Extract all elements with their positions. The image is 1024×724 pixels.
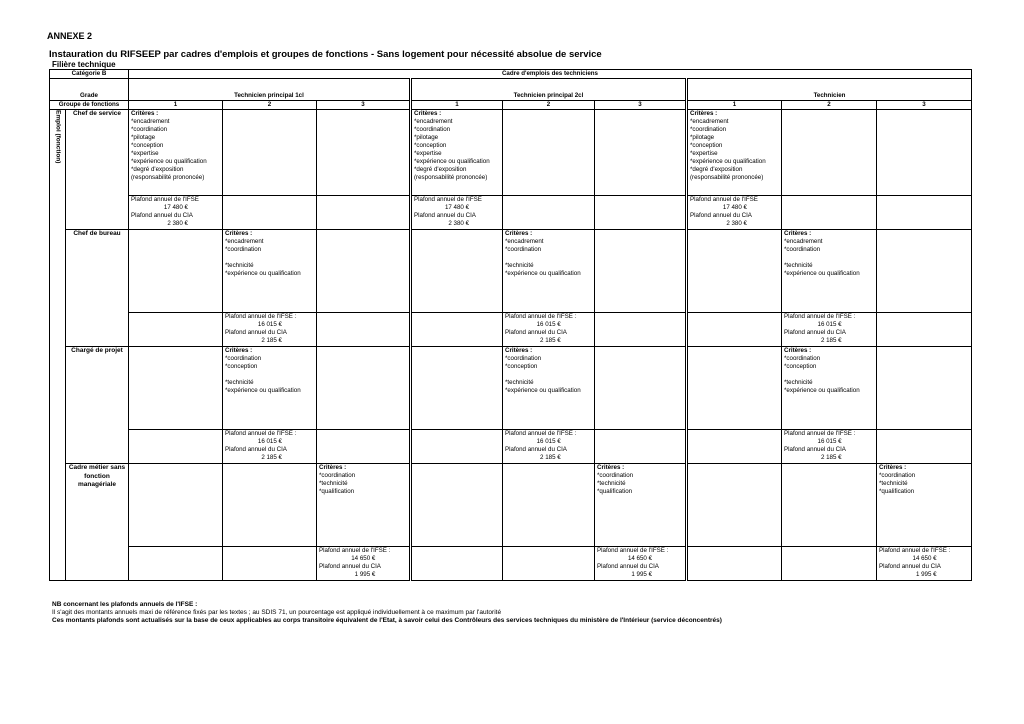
job-title: Chef de service	[66, 110, 129, 230]
plafond-cell	[595, 313, 687, 347]
criteria-cell	[503, 110, 595, 196]
filiere-label: Filière technique	[52, 60, 116, 69]
criteria-cell	[317, 110, 411, 196]
criteria-item: *conception	[131, 142, 164, 149]
plafond-cell	[687, 313, 782, 347]
criteria-item: *degré d'exposition (responsabilité prononcée)	[690, 166, 764, 181]
criteria-item: *technicité	[319, 480, 348, 487]
criteria-item: *encadrement	[505, 238, 544, 245]
groupe-number: 3	[595, 101, 687, 110]
criteria-item: *expertise	[690, 150, 718, 157]
plafond-cell	[317, 430, 411, 464]
cia-label: Plafond annuel du CIA	[131, 212, 193, 219]
criteria-cell	[687, 110, 782, 196]
plafond-cell	[877, 196, 972, 230]
criteria-cell	[411, 230, 503, 313]
groupe-number: 2	[782, 101, 877, 110]
criteria-title: Critères :	[597, 464, 625, 471]
criteria-item: *technicité	[505, 379, 534, 386]
criteria-item: *coordination	[690, 126, 727, 133]
criteria-item: *coordination	[879, 472, 916, 479]
plafond-cell	[223, 430, 317, 464]
cia-label: Plafond annuel du CIA	[784, 329, 846, 336]
criteria-title: Critères :	[784, 347, 812, 354]
ifse-amount: 16 015 €	[536, 438, 561, 445]
cia-label: Plafond annuel du CIA	[225, 446, 287, 453]
criteria-cell	[317, 464, 411, 547]
criteria-item: *technicité	[505, 262, 534, 269]
criteria-item: *expérience ou qualification	[225, 387, 301, 394]
notes-line2: Ces montants plafonds sont actualisés sur la base de ceux applicables au corps transitoire équivalent de l'Etat, à savoir celui des Contrôleurs des services techniques du ministère de l'Intérieur (service déconcentrés)	[52, 617, 722, 625]
cia-amount: 2 185 €	[540, 454, 561, 461]
cia-amount: 1 995 €	[915, 571, 937, 578]
cia-label: Plafond annuel du CIA	[319, 563, 381, 570]
emploi-label: Emploi (fonction)	[54, 110, 62, 164]
ifse-label: Plafond annuel de l'IFSE :	[784, 313, 856, 320]
criteria-cell	[129, 347, 223, 430]
criteria-item: *qualification	[319, 488, 355, 495]
criteria-cell	[595, 347, 687, 430]
plafond-cell	[503, 313, 595, 347]
plafond-cell	[317, 547, 411, 581]
cia-label: Plafond annuel du CIA	[225, 329, 287, 336]
criteria-cell	[877, 230, 972, 313]
cia-label: Plafond annuel du CIA	[784, 446, 846, 453]
document-title: Instauration du RIFSEEP par cadres d'emplois et groupes de fonctions - Sans logement pour nécessité absolue de service	[49, 49, 602, 60]
ifse-label: Plafond annuel de l'IFSE	[131, 196, 199, 203]
groupe-number: 1	[411, 101, 503, 110]
job-title: Chef de bureau	[66, 230, 129, 347]
ifse-label: Plafond annuel de l'IFSE :	[225, 313, 297, 320]
plafond-cell	[129, 547, 223, 581]
criteria-cell	[595, 110, 687, 196]
cia-amount: 2 380 €	[448, 220, 470, 227]
plafond-cell	[129, 313, 223, 347]
plafond-cell	[687, 547, 782, 581]
cia-amount: 2 185 €	[540, 337, 561, 344]
plafond-cell	[129, 430, 223, 464]
plafond-cell	[687, 430, 782, 464]
criteria-item: *qualification	[597, 488, 633, 495]
plafond-cell	[129, 196, 223, 230]
ifse-amount: 16 015 €	[817, 321, 842, 328]
plafond-cell	[503, 430, 595, 464]
ifse-amount: 16 015 €	[257, 438, 282, 445]
criteria-title: Critères :	[690, 110, 718, 117]
criteria-item: *coordination	[225, 246, 262, 253]
criteria-item	[225, 371, 314, 379]
criteria-item	[225, 254, 314, 262]
notes-line1: Il s'agit des montants annuels maxi de référence fixés par les textes ; au SDIS 71, un pourcentage est appliqué individuellement à ce maximum par l'autorité	[52, 609, 502, 617]
criteria-cell	[595, 464, 687, 547]
plafond-cell	[782, 196, 877, 230]
ifse-label: Plafond annuel de l'IFSE	[414, 196, 482, 203]
cadre-header: Cadre d'emplois des techniciens	[129, 70, 972, 79]
groupe-header: Groupe de fonctions	[50, 101, 129, 110]
criteria-title: Critères :	[505, 230, 533, 237]
ifse-label: Plafond annuel de l'IFSE :	[784, 430, 856, 437]
cia-amount: 2 185 €	[261, 337, 282, 344]
criteria-item: *expertise	[131, 150, 159, 157]
criteria-item: *pilotage	[414, 134, 439, 141]
criteria-item: *technicité	[225, 379, 254, 386]
criteria-item: *qualification	[879, 488, 915, 495]
plafond-cell	[317, 196, 411, 230]
criteria-cell	[317, 347, 411, 430]
criteria-item: *encadrement	[131, 118, 170, 125]
job-title: Cadre métier sans fonction managériale	[66, 464, 129, 581]
cia-amount: 2 185 €	[820, 337, 842, 344]
criteria-item: *encadrement	[784, 238, 823, 245]
job-title: Chargé de projet	[66, 347, 129, 464]
criteria-item: *coordination	[597, 472, 634, 479]
criteria-cell	[687, 230, 782, 313]
ifse-amount: 17 480 €	[163, 204, 188, 211]
criteria-cell	[223, 347, 317, 430]
criteria-cell	[223, 230, 317, 313]
criteria-cell	[503, 347, 595, 430]
criteria-cell	[223, 464, 317, 547]
groupe-number: 3	[877, 101, 972, 110]
emploi-label-cell	[50, 110, 66, 581]
criteria-item: *technicité	[879, 480, 908, 487]
criteria-cell	[411, 464, 503, 547]
plafond-cell	[411, 547, 503, 581]
plafond-cell	[595, 196, 687, 230]
criteria-cell	[411, 347, 503, 430]
grade-tp2: Technicien principal 2cl	[411, 79, 687, 101]
criteria-item: *coordination	[505, 355, 542, 362]
criteria-item: *expérience ou qualification	[505, 270, 581, 277]
ifse-amount: 17 480 €	[722, 204, 747, 211]
plafond-cell	[877, 547, 972, 581]
ifse-amount: 14 650 €	[627, 555, 653, 562]
plafond-cell	[877, 313, 972, 347]
criteria-title: Critères :	[505, 347, 533, 354]
criteria-cell	[877, 110, 972, 196]
criteria-item: *expérience ou qualification	[225, 270, 301, 277]
criteria-cell	[129, 464, 223, 547]
annexe-label: ANNEXE 2	[47, 31, 93, 41]
criteria-item: *technicité	[597, 480, 626, 487]
criteria-item: *pilotage	[690, 134, 715, 141]
plafond-cell	[411, 196, 503, 230]
criteria-item: *coordination	[784, 355, 821, 362]
criteria-item: *coordination	[319, 472, 356, 479]
criteria-item: *conception	[414, 142, 447, 149]
ifse-label: Plafond annuel de l'IFSE :	[505, 313, 577, 320]
plafond-cell	[503, 547, 595, 581]
plafond-cell	[595, 430, 687, 464]
criteria-title: Critères :	[225, 230, 253, 237]
criteria-row	[50, 230, 972, 313]
plafond-row	[50, 196, 972, 230]
plafond-row	[50, 547, 972, 581]
criteria-cell	[411, 110, 503, 196]
groupe-number: 1	[129, 101, 223, 110]
criteria-cell	[782, 347, 877, 430]
criteria-cell	[687, 464, 782, 547]
cia-amount: 2 380 €	[167, 220, 188, 227]
cia-label: Plafond annuel du CIA	[414, 212, 476, 219]
cia-label: Plafond annuel du CIA	[597, 563, 659, 570]
ifse-amount: 17 480 €	[444, 204, 470, 211]
ifse-amount: 14 650 €	[351, 555, 376, 562]
cia-label: Plafond annuel du CIA	[505, 446, 567, 453]
criteria-cell	[317, 230, 411, 313]
criteria-cell	[687, 347, 782, 430]
notes-title: NB concernant les plafonds annuels de l'IFSE :	[52, 601, 198, 608]
plafond-cell	[223, 196, 317, 230]
criteria-cell	[782, 110, 877, 196]
criteria-item: *coordination	[784, 246, 821, 253]
criteria-item: *pilotage	[131, 134, 156, 141]
ifse-label: Plafond annuel de l'IFSE :	[319, 547, 391, 554]
criteria-title: Critères :	[131, 110, 159, 117]
ifse-amount: 16 015 €	[817, 438, 842, 445]
rifseep-table	[49, 69, 972, 581]
plafond-cell	[782, 313, 877, 347]
criteria-cell	[782, 464, 877, 547]
criteria-item: *expérience ou qualification	[690, 158, 766, 165]
criteria-title: Critères :	[784, 230, 812, 237]
criteria-item: *coordination	[505, 246, 542, 253]
criteria-item: *coordination	[414, 126, 451, 133]
criteria-item: *expérience ou qualification	[784, 270, 860, 277]
criteria-row	[50, 110, 972, 196]
ifse-label: Plafond annuel de l'IFSE :	[505, 430, 577, 437]
ifse-label: Plafond annuel de l'IFSE :	[597, 547, 669, 554]
cia-label: Plafond annuel du CIA	[690, 212, 752, 219]
plafond-cell	[411, 313, 503, 347]
cia-amount: 1 995 €	[631, 571, 653, 578]
groupe-number: 1	[687, 101, 782, 110]
ifse-amount: 14 650 €	[912, 555, 937, 562]
cia-label: Plafond annuel du CIA	[505, 329, 567, 336]
criteria-item	[505, 254, 592, 262]
notes	[52, 601, 722, 626]
criteria-item: *degré d'exposition (responsabilité prononcée)	[414, 166, 488, 181]
groupe-number: 2	[503, 101, 595, 110]
plafond-cell	[503, 196, 595, 230]
plafond-cell	[411, 430, 503, 464]
groupe-number: 2	[223, 101, 317, 110]
criteria-item: *encadrement	[690, 118, 729, 125]
plafond-row	[50, 313, 972, 347]
criteria-title: Critères :	[225, 347, 253, 354]
ifse-amount: 16 015 €	[536, 321, 561, 328]
criteria-cell	[503, 464, 595, 547]
plafond-cell	[782, 547, 877, 581]
criteria-cell	[877, 464, 972, 547]
criteria-item: *conception	[784, 363, 817, 370]
criteria-item	[505, 371, 592, 379]
plafond-cell	[782, 430, 877, 464]
cia-amount: 2 185 €	[820, 454, 842, 461]
criteria-cell	[503, 230, 595, 313]
criteria-item: *coordination	[131, 126, 168, 133]
criteria-item	[784, 371, 874, 379]
grade-tp1: Technicien principal 1cl	[129, 79, 411, 101]
criteria-item: *technicité	[225, 262, 254, 269]
plafond-cell	[877, 430, 972, 464]
criteria-item: *expérience ou qualification	[131, 158, 207, 165]
cia-label: Plafond annuel du CIA	[879, 563, 941, 570]
criteria-item: *encadrement	[225, 238, 264, 245]
criteria-item: *conception	[225, 363, 258, 370]
criteria-item: *conception	[690, 142, 723, 149]
criteria-row	[50, 464, 972, 547]
criteria-item: *encadrement	[414, 118, 453, 125]
groupe-number: 3	[317, 101, 411, 110]
cia-amount: 2 380 €	[726, 220, 747, 227]
categorie-header: Catégorie B	[50, 70, 129, 79]
criteria-item: *degré d'exposition (responsabilité prononcée)	[131, 166, 205, 181]
ifse-amount: 16 015 €	[257, 321, 282, 328]
ifse-label: Plafond annuel de l'IFSE :	[879, 547, 951, 554]
criteria-cell	[595, 230, 687, 313]
criteria-item: *coordination	[225, 355, 262, 362]
cia-amount: 1 995 €	[354, 571, 376, 578]
criteria-item: *expérience ou qualification	[505, 387, 581, 394]
grade-technicien: Technicien	[687, 79, 972, 101]
plafond-cell	[223, 313, 317, 347]
criteria-title: Critères :	[319, 464, 347, 471]
criteria-item: *technicité	[784, 262, 813, 269]
plafond-cell	[317, 313, 411, 347]
criteria-title: Critères :	[414, 110, 442, 117]
plafond-row	[50, 430, 972, 464]
plafond-cell	[223, 547, 317, 581]
criteria-cell	[223, 110, 317, 196]
criteria-item: *expertise	[414, 150, 442, 157]
grade-header: Grade	[50, 79, 129, 101]
criteria-item: *expérience ou qualification	[784, 387, 860, 394]
plafond-cell	[687, 196, 782, 230]
criteria-item: *expérience ou qualification	[414, 158, 490, 165]
criteria-cell	[782, 230, 877, 313]
criteria-item	[784, 254, 874, 262]
criteria-cell	[877, 347, 972, 430]
plafond-cell	[595, 547, 687, 581]
cia-amount: 2 185 €	[261, 454, 282, 461]
criteria-cell	[129, 230, 223, 313]
ifse-label: Plafond annuel de l'IFSE :	[225, 430, 297, 437]
ifse-label: Plafond annuel de l'IFSE	[690, 196, 758, 203]
criteria-row	[50, 347, 972, 430]
criteria-title: Critères :	[879, 464, 907, 471]
criteria-item: *conception	[505, 363, 538, 370]
criteria-cell	[129, 110, 223, 196]
criteria-item: *technicité	[784, 379, 813, 386]
